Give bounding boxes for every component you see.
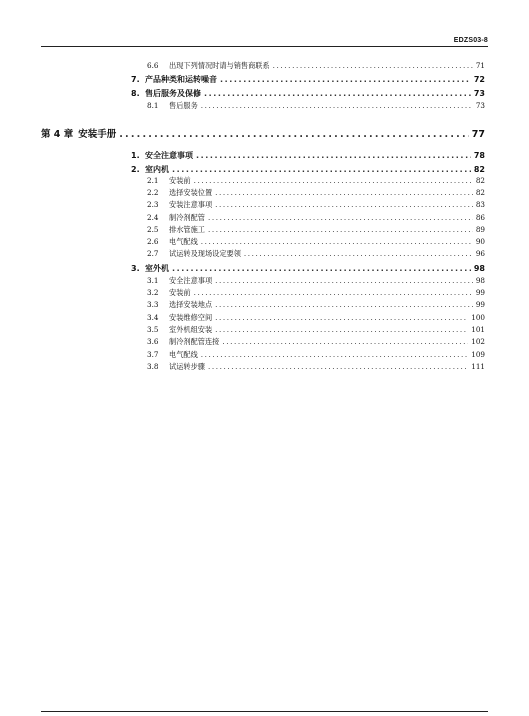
toc-title: 售后服务 xyxy=(169,101,198,110)
toc-leader-dots xyxy=(201,350,469,359)
toc-entry-2-4[interactable] xyxy=(0,213,529,223)
toc-title: 制冷剂配管连接 xyxy=(169,337,220,346)
toc-page: 82 xyxy=(475,176,485,185)
toc-entry-8[interactable] xyxy=(0,88,529,99)
toc-number: 3.1 xyxy=(147,276,159,285)
toc-page: 90 xyxy=(475,237,485,246)
toc-title: 选择安装位置 xyxy=(169,188,213,197)
toc-page: 99 xyxy=(475,288,485,297)
header-rule xyxy=(41,46,488,47)
toc-number: 3.3 xyxy=(147,300,159,309)
toc-number: 2.4 xyxy=(147,213,159,222)
toc-title: 试运转及现场设定要领 xyxy=(169,249,241,258)
toc-title: 售后服务及保修 xyxy=(145,89,201,98)
footer-rule xyxy=(41,711,488,712)
chapter-page: 77 xyxy=(471,129,485,140)
toc-page: 111 xyxy=(471,362,485,371)
toc-leader-dots xyxy=(196,151,471,160)
toc-title: 制冷剂配管 xyxy=(169,213,205,222)
toc-chapter-4[interactable] xyxy=(0,126,529,140)
toc-title: 试运转步骤 xyxy=(169,362,205,371)
toc-leader-dots xyxy=(215,313,468,322)
toc-page: 82 xyxy=(475,188,485,197)
toc-leader-dots xyxy=(215,200,473,209)
toc-title: 室外机组安装 xyxy=(169,325,213,334)
toc-entry-3-4[interactable] xyxy=(0,313,529,323)
toc-leader-dots xyxy=(201,237,473,246)
toc-leader-dots xyxy=(194,288,473,297)
toc-page: 78 xyxy=(473,151,485,160)
toc-number: 2.2 xyxy=(147,188,159,197)
toc-entry-2-2[interactable] xyxy=(0,188,529,198)
toc-page: 72 xyxy=(473,75,485,84)
toc-number: 3.8 xyxy=(147,362,159,371)
toc-entry-3-5[interactable] xyxy=(0,325,529,335)
toc-leader-dots xyxy=(222,337,468,346)
toc-title: 电气配线 xyxy=(169,237,198,246)
toc-number: 1. xyxy=(131,151,140,160)
toc-leader-dots xyxy=(208,225,473,234)
toc-number: 8. xyxy=(131,89,140,98)
chapter-label: 第 4 章 xyxy=(41,129,74,140)
toc-leader-dots xyxy=(220,75,471,84)
toc-leader-dots xyxy=(204,89,471,98)
toc-page: 102 xyxy=(471,337,485,346)
toc-entry-2-5[interactable] xyxy=(0,225,529,235)
toc-entry-3-3[interactable] xyxy=(0,300,529,310)
toc-number: 3.7 xyxy=(147,350,159,359)
document-code: EDZS03-8 xyxy=(453,37,488,44)
toc-entry-3[interactable] xyxy=(0,263,529,274)
toc-page: 101 xyxy=(471,325,485,334)
toc-leader-dots xyxy=(273,61,473,70)
toc-entry-2-3[interactable] xyxy=(0,200,529,210)
toc-title: 出现下列情况时请与销售商联系 xyxy=(169,61,270,70)
toc-entry-3-2[interactable] xyxy=(0,288,529,298)
toc-page: 86 xyxy=(475,213,485,222)
toc-leader-dots xyxy=(215,188,473,197)
toc-number: 3.5 xyxy=(147,325,159,334)
toc-entry-3-8[interactable] xyxy=(0,362,529,372)
toc-page: 98 xyxy=(473,264,485,273)
toc-number: 3.6 xyxy=(147,337,159,346)
toc-leader-dots xyxy=(201,101,473,110)
chapter-title: 安装手册 xyxy=(78,129,117,140)
toc-number: 2.3 xyxy=(147,200,159,209)
toc-entry-2[interactable] xyxy=(0,164,529,175)
toc-entry-8-1[interactable] xyxy=(0,101,529,111)
toc-title: 安全注意事项 xyxy=(145,151,193,160)
toc-number: 2.6 xyxy=(147,237,159,246)
toc-title: 选择安装地点 xyxy=(169,300,213,309)
toc-page: 100 xyxy=(471,313,485,322)
toc-number: 2.7 xyxy=(147,249,159,258)
toc-title: 排水管施工 xyxy=(169,225,205,234)
toc-title: 安装维修空间 xyxy=(169,313,213,322)
toc-number: 3.4 xyxy=(147,313,159,322)
toc-page: 73 xyxy=(473,89,485,98)
toc-leader-dots xyxy=(215,300,473,309)
toc-number: 8.1 xyxy=(147,101,159,110)
toc-entry-2-6[interactable] xyxy=(0,237,529,247)
toc-title: 产品种类和运转噪音 xyxy=(145,75,217,84)
toc-page: 109 xyxy=(471,350,485,359)
toc-title: 安装前 xyxy=(169,288,191,297)
toc-entry-3-7[interactable] xyxy=(0,350,529,360)
toc-page: 96 xyxy=(475,249,485,258)
toc-page: 98 xyxy=(475,276,485,285)
toc-entry-3-1[interactable] xyxy=(0,276,529,286)
toc-number: 7. xyxy=(131,75,140,84)
toc-number: 2.5 xyxy=(147,225,159,234)
toc-page: 83 xyxy=(475,200,485,209)
toc-entry-2-7[interactable] xyxy=(0,249,529,259)
toc-leader-dots xyxy=(172,264,471,273)
toc-leader-dots xyxy=(244,249,473,258)
toc-number: 3.2 xyxy=(147,288,159,297)
toc-entry-7[interactable] xyxy=(0,74,529,85)
toc-leader-dots xyxy=(208,362,468,371)
toc-number: 6.6 xyxy=(147,61,159,70)
toc-leader-dots xyxy=(172,165,471,174)
toc-title: 室外机 xyxy=(145,264,169,273)
toc-leader-dots xyxy=(119,129,469,140)
toc-number: 2. xyxy=(131,165,140,174)
toc-page: 71 xyxy=(475,61,485,70)
toc-number: 3. xyxy=(131,264,140,273)
toc-title: 安装前 xyxy=(169,176,191,185)
toc-leader-dots xyxy=(215,325,468,334)
toc-entry-1[interactable] xyxy=(0,150,529,161)
toc-page: 89 xyxy=(475,225,485,234)
toc-title: 安全注意事项 xyxy=(169,276,213,285)
toc-entry-2-1[interactable] xyxy=(0,176,529,186)
toc-title: 室内机 xyxy=(145,165,169,174)
toc-number: 2.1 xyxy=(147,176,159,185)
toc-leader-dots xyxy=(208,213,473,222)
toc-title: 安装注意事项 xyxy=(169,200,213,209)
toc-entry-3-6[interactable] xyxy=(0,337,529,347)
toc-title: 电气配线 xyxy=(169,350,198,359)
toc-page: 73 xyxy=(475,101,485,110)
toc-entry-6-6[interactable] xyxy=(0,61,529,71)
toc-leader-dots xyxy=(215,276,473,285)
toc-page: 82 xyxy=(473,165,485,174)
toc-page: 99 xyxy=(475,300,485,309)
toc-leader-dots xyxy=(194,176,473,185)
